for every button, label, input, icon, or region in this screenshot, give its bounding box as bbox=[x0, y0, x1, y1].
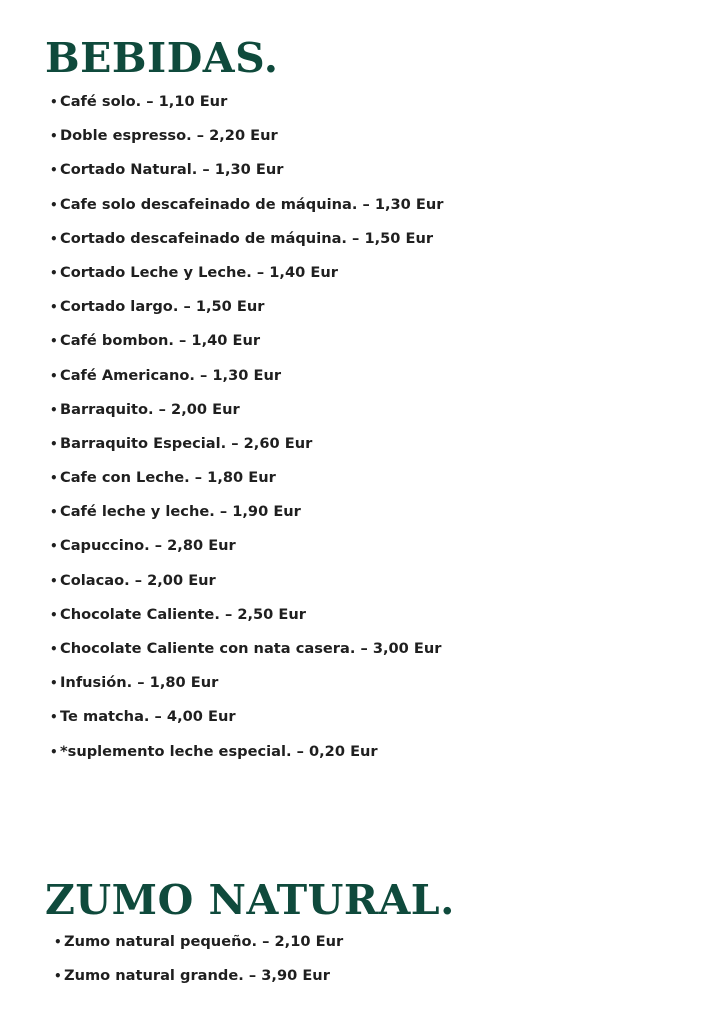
menu-item-text: Barraquito. – 2,00 Eur bbox=[60, 400, 240, 418]
list-item bbox=[50, 639, 443, 673]
list-item bbox=[50, 673, 443, 707]
menu-item-text: Chocolate Caliente con nata casera. – 3,00 Eur bbox=[60, 640, 442, 657]
list-item bbox=[50, 366, 443, 400]
menu-item-text: Cafe solo descafeinado de máquina. – 1,30 Eur bbox=[60, 195, 444, 213]
menu-item-text: Cafe con Leche. – 1,80 Eur bbox=[60, 469, 276, 487]
list-item bbox=[50, 707, 443, 741]
bullet-icon: • bbox=[54, 935, 62, 949]
zumo-natural-title: ZUMO NATURAL. bbox=[45, 876, 455, 924]
list-item bbox=[50, 160, 443, 194]
bullet-icon: • bbox=[50, 471, 58, 486]
menu-item-text: Capuccino. – 2,80 Eur bbox=[60, 537, 236, 555]
menu-item-text: Zumo natural grande. – 3,90 Eur bbox=[64, 967, 330, 985]
menu-item-text: Colacao. – 2,00 Eur bbox=[60, 571, 216, 589]
list-item bbox=[50, 229, 443, 263]
list-item bbox=[50, 571, 443, 605]
list-item bbox=[50, 400, 443, 434]
menu-item-text: Chocolate Caliente. – 2,50 Eur bbox=[60, 605, 306, 623]
list-item bbox=[50, 434, 443, 468]
bullet-icon: • bbox=[50, 402, 58, 417]
menu-item-text: Cortado Leche y Leche. – 1,40 Eur bbox=[60, 263, 338, 281]
bullet-icon: • bbox=[50, 95, 58, 109]
menu-item-text: Te matcha. – 4,00 Eur bbox=[60, 708, 236, 726]
list-item bbox=[50, 468, 443, 502]
list-item bbox=[50, 536, 443, 570]
menu-item-text: *suplemento leche especial. – 0,20 Eur bbox=[60, 742, 378, 760]
bullet-icon: • bbox=[50, 539, 58, 554]
list-item bbox=[50, 297, 443, 331]
bullet-icon: • bbox=[50, 642, 58, 656]
bullet-icon: • bbox=[50, 505, 58, 520]
bebidas-list bbox=[50, 92, 443, 776]
menu-item-text: Zumo natural pequeño. – 2,10 Eur bbox=[64, 933, 344, 950]
menu-item-text: Doble espresso. – 2,20 Eur bbox=[60, 127, 278, 145]
menu-item-text: Café bombon. – 1,40 Eur bbox=[60, 332, 261, 350]
menu-item-text: Cortado Natural. – 1,30 Eur bbox=[60, 161, 284, 179]
menu-item-text: Café solo. – 1,10 Eur bbox=[60, 93, 228, 110]
list-item bbox=[50, 605, 443, 639]
list-item bbox=[50, 92, 443, 126]
menu-item-text: Café leche y leche. – 1,90 Eur bbox=[60, 503, 301, 521]
menu-item-text: Cortado largo. – 1,50 Eur bbox=[60, 298, 265, 316]
list-item bbox=[50, 331, 443, 365]
menu-item-text: Infusión. – 1,80 Eur bbox=[60, 674, 219, 692]
bullet-icon: • bbox=[50, 744, 58, 759]
menu-item-text: Barraquito Especial. – 2,60 Eur bbox=[60, 434, 313, 452]
bullet-icon: • bbox=[50, 368, 58, 383]
bullet-icon: • bbox=[50, 573, 58, 588]
bullet-icon: • bbox=[50, 436, 58, 451]
bullet-icon: • bbox=[50, 676, 58, 691]
list-item bbox=[50, 126, 443, 160]
bullet-icon: • bbox=[50, 265, 58, 280]
zumo-list bbox=[54, 932, 343, 1000]
bullet-icon: • bbox=[54, 969, 62, 984]
list-item bbox=[50, 502, 443, 536]
bullet-icon: • bbox=[50, 129, 58, 144]
bullet-icon: • bbox=[50, 607, 58, 622]
bullet-icon: • bbox=[50, 197, 58, 212]
list-item bbox=[54, 966, 343, 1000]
bullet-icon: • bbox=[50, 300, 58, 315]
bullet-icon: • bbox=[50, 710, 58, 725]
menu-item-text: Cortado descafeinado de máquina. – 1,50 Eur bbox=[60, 229, 434, 247]
list-item bbox=[50, 263, 443, 297]
list-item bbox=[50, 742, 443, 776]
list-item bbox=[50, 195, 443, 229]
menu-item-text: Café Americano. – 1,30 Eur bbox=[60, 366, 282, 384]
bebidas-title: BEBIDAS. bbox=[45, 34, 279, 82]
bullet-icon: • bbox=[50, 334, 58, 349]
bullet-icon: • bbox=[50, 231, 58, 246]
list-item bbox=[54, 932, 343, 966]
bullet-icon: • bbox=[50, 163, 58, 178]
